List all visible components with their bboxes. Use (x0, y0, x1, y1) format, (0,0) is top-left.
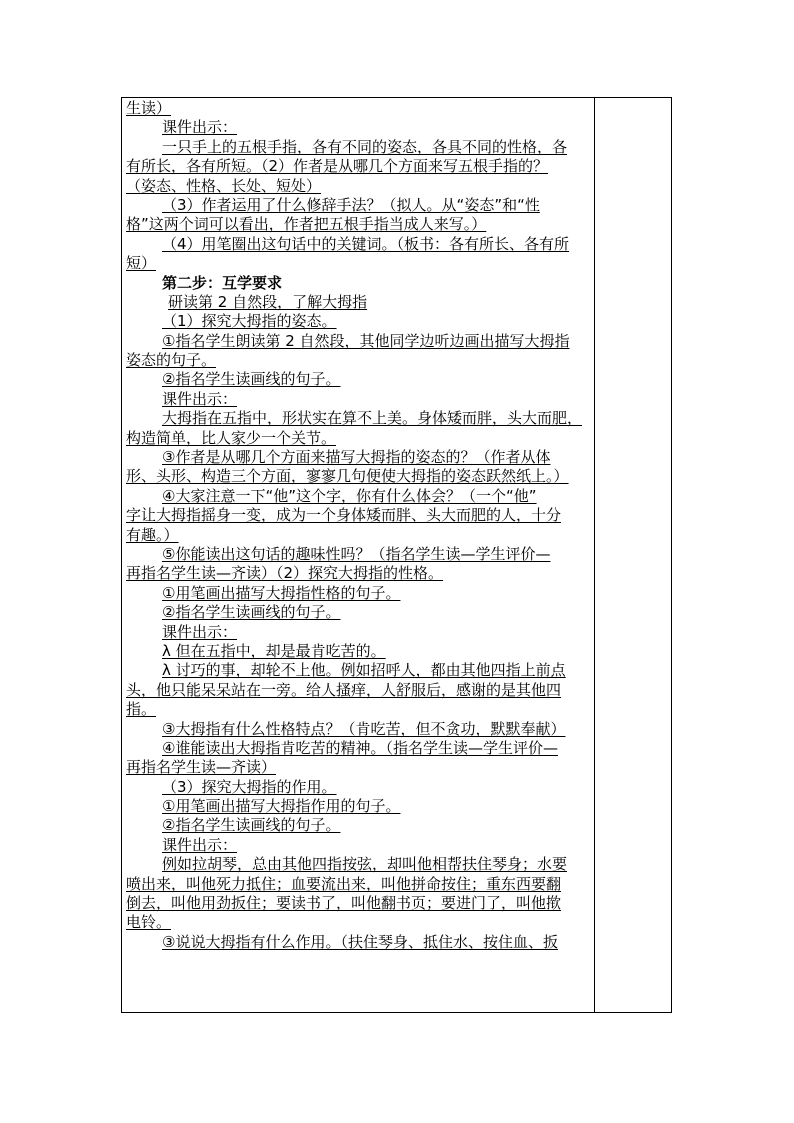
text-line (126, 894, 590, 913)
text-line (126, 739, 590, 758)
text-line-content: 再指名学生读—齐读）（2）探究大拇指的性格。 (126, 564, 444, 583)
text-line (126, 409, 590, 428)
text-line (126, 157, 590, 176)
text-line-content: （4）用笔圈出这句话中的关键词。（板书：各有所长、各有所 (162, 234, 570, 253)
text-line-content: ②指名学生读画线的句子。 (162, 603, 341, 622)
text-line (126, 332, 590, 351)
text-line-content: ②指名学生读画线的句子。 (162, 816, 341, 835)
text-line-content: λ 但在五指中，却是最肯吃苦的。 (162, 641, 386, 660)
text-line (126, 875, 590, 894)
text-line-content: 生读） (126, 99, 172, 117)
text-line-content: 字让大拇指摇身一变，成为一个身体矮而胖、头大而肥的人，十分 (126, 506, 562, 525)
text-line-content: ①用笔画出描写大拇指性格的句子。 (162, 583, 401, 602)
text-line-content: 课件出示： (162, 389, 238, 408)
text-line (126, 429, 590, 448)
text-line (126, 138, 590, 157)
text-line (126, 487, 590, 506)
text-line (126, 506, 590, 525)
text-line (126, 797, 590, 816)
text-line-content: 短） (126, 254, 157, 273)
text-line-content: 格”这两个词可以看出，作者把五根手指当成人来写。） (126, 215, 487, 234)
text-line-content: 姿态的句子。 (126, 351, 217, 370)
text-line (126, 99, 590, 118)
text-line (126, 177, 590, 196)
text-line-content: 大拇指在五指中，形状实在算不上美。身体矮而胖，头大而肥， (162, 409, 583, 428)
text-line-content: ③大拇指有什么性格特点？（肯吃苦，但不贪功，默默奉献） (162, 719, 566, 738)
text-line-content: （3）探究大拇指的作用。 (162, 777, 337, 796)
text-line (126, 623, 590, 642)
text-line-content: （1）探究大拇指的姿态。 (162, 312, 337, 331)
text-line (126, 196, 590, 215)
text-line (126, 758, 590, 777)
text-line-content: 形、头形、构造三个方面，寥寥几句便使大拇指的姿态跃然纸上。） (126, 467, 569, 486)
text-line-content: ③说说大拇指有什么作用。（扶住琴身、抵住水、按住血、扳 (162, 932, 558, 951)
text-line (126, 913, 590, 932)
text-line (126, 448, 590, 467)
text-line-content: 课件出示： (162, 118, 238, 137)
text-line (126, 118, 590, 137)
text-line-content: 一只手上的五根手指，各有不同的姿态，各具不同的性格，各 (162, 137, 568, 156)
text-line (126, 293, 590, 312)
text-line (126, 584, 590, 603)
text-line (126, 545, 590, 564)
text-line-content: 电铃。 (126, 913, 172, 932)
text-line-content: 第二步：互学要求 (162, 273, 283, 292)
text-line (126, 603, 590, 622)
text-line-content: ③作者是从哪几个方面来描写大拇指的姿态的？（作者从体 (162, 448, 551, 467)
lesson-content-cell (126, 99, 590, 1011)
text-line-content: 头，他只能呆呆站在一旁。给人搔痒，人舒服后，感谢的是其他四 (126, 680, 562, 699)
text-line (126, 254, 590, 273)
column-divider (594, 98, 595, 1012)
text-line-content: ④大家注意一下“他”这个字，你有什么体会？（一个“他” (162, 486, 537, 505)
text-line (126, 778, 590, 797)
text-line (126, 351, 590, 370)
text-line-content: ①指名学生朗读第 2 自然段，其他同学边听边画出描写大拇指 (162, 331, 570, 350)
text-line (126, 720, 590, 739)
lesson-table (121, 97, 672, 1013)
text-line (126, 855, 590, 874)
text-line-content: 有所长，各有所短。（2）作者是从哪几个方面来写五根手指的？ (126, 157, 549, 176)
text-line (126, 526, 590, 545)
text-line (126, 836, 590, 855)
text-line-content: 研读第 2 自然段，了解大拇指 (168, 292, 368, 311)
text-line-content: 课件出示： (162, 622, 238, 641)
text-line (126, 370, 590, 389)
text-line-content: ④谁能读出大拇指肯吃苦的精神。（指名学生读—学生评价— (162, 738, 558, 757)
text-line (126, 467, 590, 486)
text-line-content: λ 讨巧的事，却轮不上他。例如招呼人，都由其他四指上前点 (162, 661, 566, 680)
text-line (126, 661, 590, 680)
text-line (126, 681, 590, 700)
notes-cell (596, 98, 672, 1012)
text-line-content: 指。 (126, 700, 157, 719)
text-line (126, 700, 590, 719)
text-line (126, 390, 590, 409)
text-line-content: ②指名学生读画线的句子。 (162, 370, 341, 389)
text-line (126, 235, 590, 254)
text-line-content: （姿态、性格、长处、短处） (126, 176, 322, 195)
text-line-content: ①用笔画出描写大拇指作用的句子。 (162, 797, 401, 816)
text-line (126, 312, 590, 331)
text-line (126, 274, 590, 293)
text-line-content: 倒去，叫他用劲扳住；要读书了，叫他翻书页；要进门了，叫他揿 (126, 894, 562, 913)
text-line (126, 642, 590, 661)
text-line-content: 喷出来，叫他死力抵住；血要流出来，叫他拼命按住；重东西要翻 (126, 874, 562, 893)
text-line-content: 课件出示： (162, 835, 238, 854)
text-line (126, 816, 590, 835)
text-line-content: （3）作者运用了什么修辞手法？（拟人。从“姿态”和“性 (162, 195, 540, 214)
text-line (126, 933, 590, 952)
text-line-content: 再指名学生读—齐读） (126, 758, 277, 777)
text-line-content: ⑤你能读出这句话的趣味性吗？（指名学生读—学生评价— (162, 544, 551, 563)
text-line-content: 有趣。） (126, 525, 179, 544)
text-line-content: 例如拉胡琴，总由其他四指按弦，却叫他相帮扶住琴身；水要 (162, 855, 568, 874)
text-line-content: 构造简单，比人家少一个关节。 (126, 428, 337, 447)
text-line (126, 215, 590, 234)
text-line (126, 564, 590, 583)
